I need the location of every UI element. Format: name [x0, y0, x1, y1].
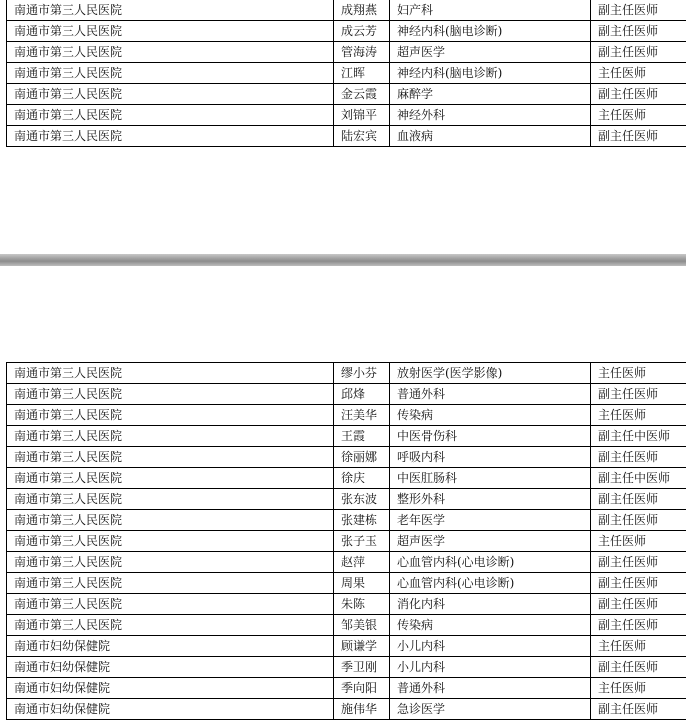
title-cell: 主任医师: [591, 678, 686, 699]
hospital-cell: 南通市第三人民医院: [7, 615, 334, 636]
table-row: [7, 447, 686, 468]
title-cell: 副主任医师: [591, 657, 686, 678]
name-cell: 张子玉: [334, 531, 390, 552]
table-row: [7, 63, 686, 84]
title-cell: 主任医师: [591, 531, 686, 552]
hospital-cell: 南通市第三人民医院: [7, 489, 334, 510]
hospital-cell: 南通市第三人民医院: [7, 426, 334, 447]
table-row: [7, 615, 686, 636]
department-cell: 急诊医学: [390, 699, 591, 720]
name-cell: 张建栋: [334, 510, 390, 531]
title-cell: 副主任中医师: [591, 468, 686, 489]
department-cell: 小儿内科: [390, 657, 591, 678]
title-cell: 副主任医师: [591, 573, 686, 594]
title-cell: 主任医师: [591, 105, 686, 126]
name-cell: 邱烽: [334, 384, 390, 405]
title-cell: 副主任医师: [591, 489, 686, 510]
department-cell: 超声医学: [390, 42, 591, 63]
table-row: [7, 105, 686, 126]
hospital-cell: 南通市第三人民医院: [7, 594, 334, 615]
title-cell: 副主任医师: [591, 552, 686, 573]
table-row: [7, 126, 686, 147]
hospital-cell: 南通市第三人民医院: [7, 42, 334, 63]
name-cell: 朱陈: [334, 594, 390, 615]
physician-table-top: [6, 0, 686, 147]
department-cell: 传染病: [390, 615, 591, 636]
name-cell: 邹美银: [334, 615, 390, 636]
name-cell: 汪美华: [334, 405, 390, 426]
department-cell: 神经内科(脑电诊断): [390, 21, 591, 42]
document-page-top: [0, 0, 686, 254]
table-row: [7, 573, 686, 594]
department-cell: 超声医学: [390, 531, 591, 552]
name-cell: 周果: [334, 573, 390, 594]
name-cell: 徐丽娜: [334, 447, 390, 468]
department-cell: 神经内科(脑电诊断): [390, 63, 591, 84]
name-cell: 金云霞: [334, 84, 390, 105]
hospital-cell: 南通市第三人民医院: [7, 510, 334, 531]
table-row: [7, 552, 686, 573]
table-row: [7, 84, 686, 105]
hospital-cell: 南通市第三人民医院: [7, 468, 334, 489]
table-row: [7, 363, 686, 384]
department-cell: 麻醉学: [390, 84, 591, 105]
physician-table-bottom: [6, 362, 686, 720]
title-cell: 副主任医师: [591, 447, 686, 468]
title-cell: 副主任医师: [591, 126, 686, 147]
hospital-cell: 南通市妇幼保健院: [7, 699, 334, 720]
hospital-cell: 南通市第三人民医院: [7, 447, 334, 468]
hospital-cell: 南通市第三人民医院: [7, 531, 334, 552]
table-row: [7, 384, 686, 405]
name-cell: 缪小芬: [334, 363, 390, 384]
department-cell: 中医骨伤科: [390, 426, 591, 447]
department-cell: 消化内科: [390, 594, 591, 615]
department-cell: 呼吸内科: [390, 447, 591, 468]
name-cell: 赵萍: [334, 552, 390, 573]
hospital-cell: 南通市第三人民医院: [7, 384, 334, 405]
name-cell: 王霞: [334, 426, 390, 447]
title-cell: 副主任医师: [591, 699, 686, 720]
table-row: [7, 42, 686, 63]
name-cell: 陆宏宾: [334, 126, 390, 147]
hospital-cell: 南通市第三人民医院: [7, 21, 334, 42]
name-cell: 徐庆: [334, 468, 390, 489]
table-row: [7, 510, 686, 531]
name-cell: 管海涛: [334, 42, 390, 63]
hospital-cell: 南通市第三人民医院: [7, 105, 334, 126]
table-row: [7, 405, 686, 426]
name-cell: 顾谦学: [334, 636, 390, 657]
table-row: [7, 426, 686, 447]
hospital-cell: 南通市妇幼保健院: [7, 678, 334, 699]
hospital-cell: 南通市第三人民医院: [7, 405, 334, 426]
title-cell: 副主任中医师: [591, 426, 686, 447]
name-cell: 施伟华: [334, 699, 390, 720]
hospital-cell: 南通市第三人民医院: [7, 84, 334, 105]
title-cell: 副主任医师: [591, 84, 686, 105]
name-cell: 张东波: [334, 489, 390, 510]
department-cell: 中医肛肠科: [390, 468, 591, 489]
department-cell: 心血管内科(心电诊断): [390, 552, 591, 573]
name-cell: 江晖: [334, 63, 390, 84]
physician-table-body-bottom: [7, 363, 686, 720]
table-row: [7, 657, 686, 678]
title-cell: 主任医师: [591, 636, 686, 657]
title-cell: 副主任医师: [591, 21, 686, 42]
department-cell: 神经外科: [390, 105, 591, 126]
name-cell: 成云芳: [334, 21, 390, 42]
hospital-cell: 南通市妇幼保健院: [7, 657, 334, 678]
hospital-cell: 南通市第三人民医院: [7, 573, 334, 594]
table-row: [7, 636, 686, 657]
hospital-cell: 南通市第三人民医院: [7, 63, 334, 84]
document-page-bottom: [0, 266, 686, 722]
department-cell: 传染病: [390, 405, 591, 426]
department-cell: 心血管内科(心电诊断): [390, 573, 591, 594]
title-cell: 副主任医师: [591, 594, 686, 615]
title-cell: 副主任医师: [591, 0, 686, 21]
table-row: [7, 21, 686, 42]
title-cell: 副主任医师: [591, 510, 686, 531]
department-cell: 血液病: [390, 126, 591, 147]
department-cell: 放射医学(医学影像): [390, 363, 591, 384]
table-row: [7, 0, 686, 21]
hospital-cell: 南通市第三人民医院: [7, 0, 334, 21]
title-cell: 主任医师: [591, 63, 686, 84]
department-cell: 妇产科: [390, 0, 591, 21]
department-cell: 整形外科: [390, 489, 591, 510]
department-cell: 小儿内科: [390, 636, 591, 657]
table-row: [7, 531, 686, 552]
name-cell: 季卫刚: [334, 657, 390, 678]
table-row: [7, 594, 686, 615]
physician-table-body-top: [7, 0, 686, 147]
hospital-cell: 南通市第三人民医院: [7, 126, 334, 147]
hospital-cell: 南通市妇幼保健院: [7, 636, 334, 657]
name-cell: 成翔燕: [334, 0, 390, 21]
title-cell: 副主任医师: [591, 615, 686, 636]
department-cell: 普通外科: [390, 384, 591, 405]
title-cell: 主任医师: [591, 405, 686, 426]
department-cell: 普通外科: [390, 678, 591, 699]
table-row: [7, 678, 686, 699]
table-row: [7, 489, 686, 510]
table-row: [7, 699, 686, 720]
department-cell: 老年医学: [390, 510, 591, 531]
table-row: [7, 468, 686, 489]
title-cell: 副主任医师: [591, 42, 686, 63]
hospital-cell: 南通市第三人民医院: [7, 363, 334, 384]
name-cell: 刘锦平: [334, 105, 390, 126]
title-cell: 主任医师: [591, 363, 686, 384]
hospital-cell: 南通市第三人民医院: [7, 552, 334, 573]
title-cell: 副主任医师: [591, 384, 686, 405]
name-cell: 季向阳: [334, 678, 390, 699]
page-break-separator: [0, 254, 686, 266]
